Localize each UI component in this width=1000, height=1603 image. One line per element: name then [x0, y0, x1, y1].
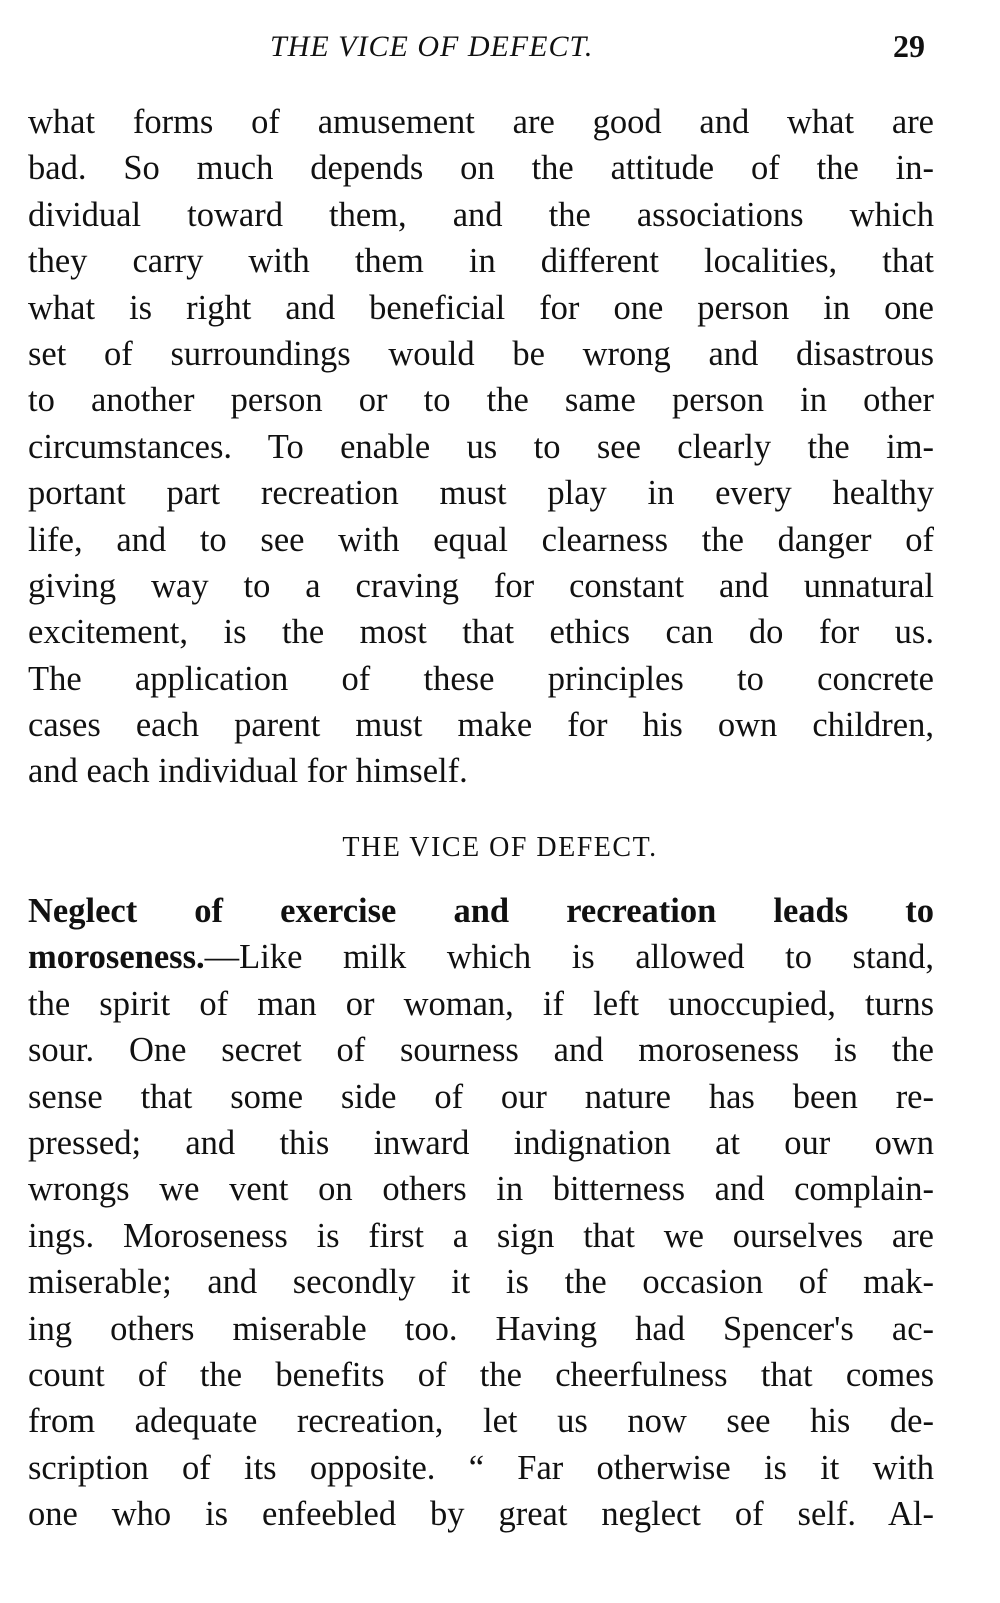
- text-line: sour. One secret of sourness and moroseness is the: [28, 1031, 934, 1070]
- paragraph-2: [28, 888, 934, 1537]
- paragraph-1: [28, 99, 934, 795]
- text-line: ings. Moroseness is first a sign that we ourselves are: [28, 1216, 934, 1255]
- running-head: THE VICE OF DEFECT.: [270, 30, 594, 63]
- lead-term: moroseness.: [28, 938, 205, 977]
- text-line: one who is enfeebled by great neglect of self. Al-: [28, 1495, 934, 1534]
- text-line: what forms of amusement are good and what are: [28, 103, 934, 141]
- text-line: what is right and beneficial for one person in one: [28, 288, 934, 327]
- text-line: The application of these principles to concrete: [28, 659, 934, 698]
- section-heading: THE VICE OF DEFECT.: [342, 832, 658, 863]
- text-line: miserable; and secondly it is the occasion of mak-: [28, 1263, 934, 1302]
- paragraph-2-second-line: [28, 934, 934, 980]
- paragraph-2-lead-line: Neglect of exercise and recreation leads to: [28, 892, 934, 930]
- text-line: sense that some side of our nature has been re-: [28, 1077, 934, 1116]
- text-line: excitement, is the most that ethics can do for us.: [28, 613, 934, 652]
- text-line: cases each parent must make for his own children,: [28, 706, 934, 745]
- text-line: ing others miserable too. Having had Spencer's ac-: [28, 1309, 934, 1348]
- text-line: wrongs we vent on others in bitterness and complain-: [28, 1170, 934, 1209]
- text-line: giving way to a craving for constant and unnatural: [28, 566, 934, 605]
- text-line: from adequate recreation, let us now see his de-: [28, 1402, 934, 1441]
- text-line: the spirit of man or woman, if left unoccupied, turns: [28, 984, 934, 1023]
- text-line: to another person or to the same person in other: [28, 381, 934, 420]
- text-line: count of the benefits of the cheerfulness that comes: [28, 1355, 934, 1394]
- page-number: 29: [893, 28, 925, 64]
- text-line: circumstances. To enable us to see clearly the im-: [28, 427, 934, 466]
- text-line: dividual toward them, and the associations which: [28, 195, 934, 234]
- text-line: scription of its opposite. “ Far otherwise is it with: [28, 1448, 934, 1487]
- text-line: set of surroundings would be wrong and disastrous: [28, 334, 934, 373]
- lead-rest: —Like milk which is allowed to stand,: [204, 938, 934, 977]
- text-line: portant part recreation must play in every healthy: [28, 474, 934, 513]
- text-line: they carry with them in different localities, that: [28, 242, 934, 281]
- text-line: and each individual for himself.: [28, 752, 468, 791]
- text-line: pressed; and this inward indignation at our own: [28, 1123, 934, 1162]
- text-line: life, and to see with equal clearness the danger of: [28, 520, 934, 559]
- text-line: bad. So much depends on the attitude of the in-: [28, 149, 934, 188]
